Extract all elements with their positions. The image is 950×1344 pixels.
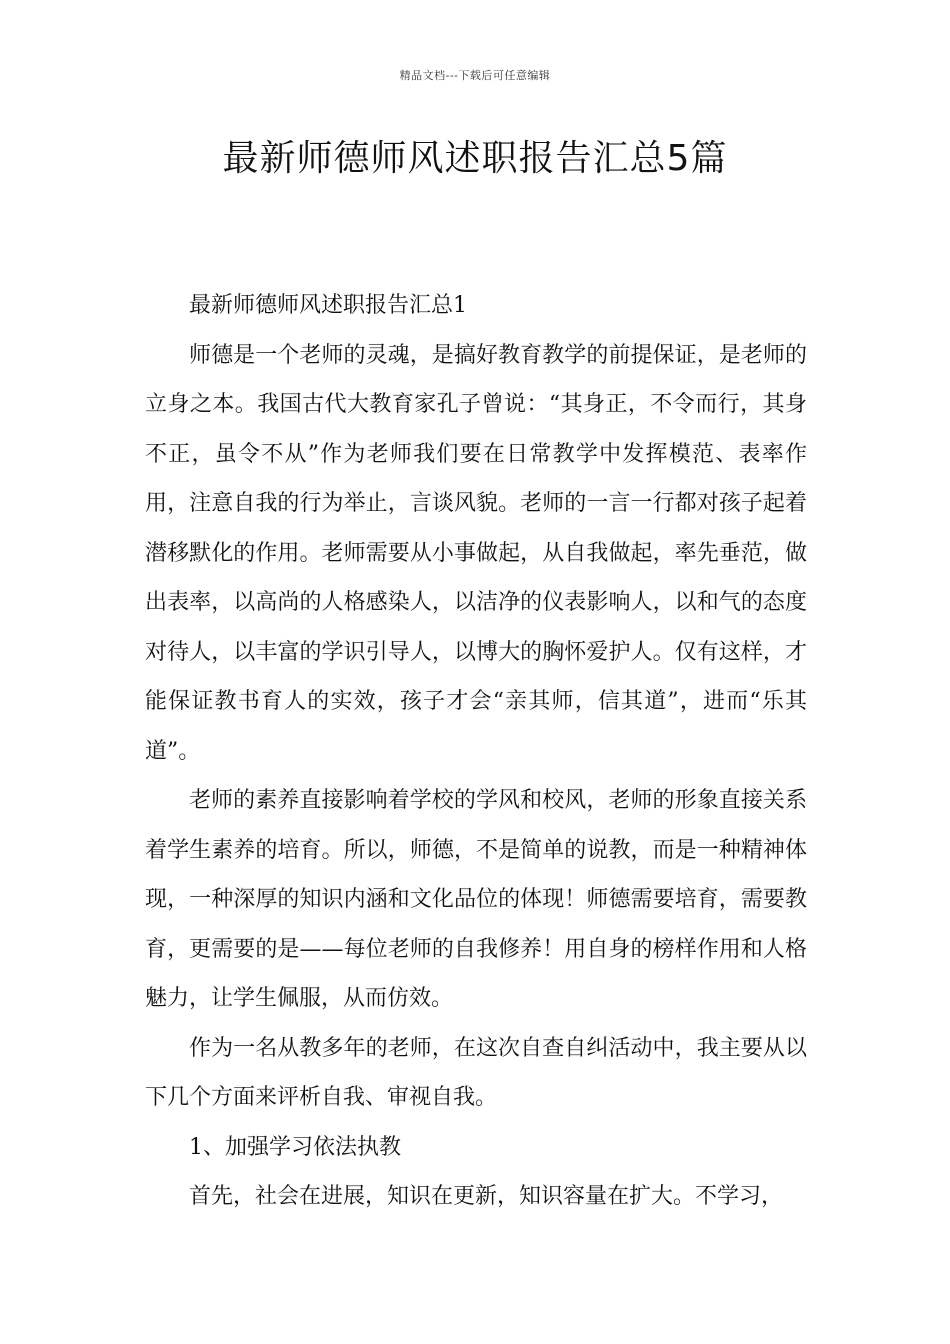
section-heading: 最新师德师风述职报告汇总1 [189, 293, 467, 318]
paragraph: 老师的素养直接影响着学校的学风和校风，老师的形象直接关系着学生素养的培育。所以，师德，不是简单的说教，而是一种精神体现，一种深厚的知识内涵和文化品位的体现！师德需要培育，需要教育，更需要的是——每位老师的自我修养！用自身的榜样作用和人格魅力，让学生佩服，从而仿效。 [145, 788, 807, 1011]
document-body [145, 281, 807, 1222]
paragraph: 作为一名从教多年的老师，在这次自查自纠活动中，我主要从以下几个方面来评析自我、审视自我。 [145, 1035, 807, 1110]
subheading: 1、加强学习依法执教 [189, 1134, 401, 1160]
paragraph: 师德是一个老师的灵魂，是搞好教育教学的前提保证，是老师的立身之本。我国古代大教育家孔子曾说：“其身正，不令而行，其身不正，虽令不从”作为老师我们要在日常教学中发挥模范、表率作用，注意自我的行为举止，言谈风貌。老师的一言一行都对孩子起着潜移默化的作用。老师需要从小事做起，从自我做起，率先垂范，做出表率，以高尚的人格感染人，以洁净的仪表影响人，以和气的态度对待人，以丰富的学识引导人，以博大的胸怀爱护人。仅有这样，才能保证教书育人的实效，孩子才会“亲其师，信其道”，进而“乐其道”。 [145, 342, 807, 764]
paragraph: 首先，社会在进展，知识在更新，知识容量在扩大。不学习， [189, 1184, 784, 1209]
header-note: 精品文档---下载后可任意编辑 [399, 69, 551, 82]
document-title: 最新师德师风述职报告汇总5篇 [222, 138, 728, 179]
